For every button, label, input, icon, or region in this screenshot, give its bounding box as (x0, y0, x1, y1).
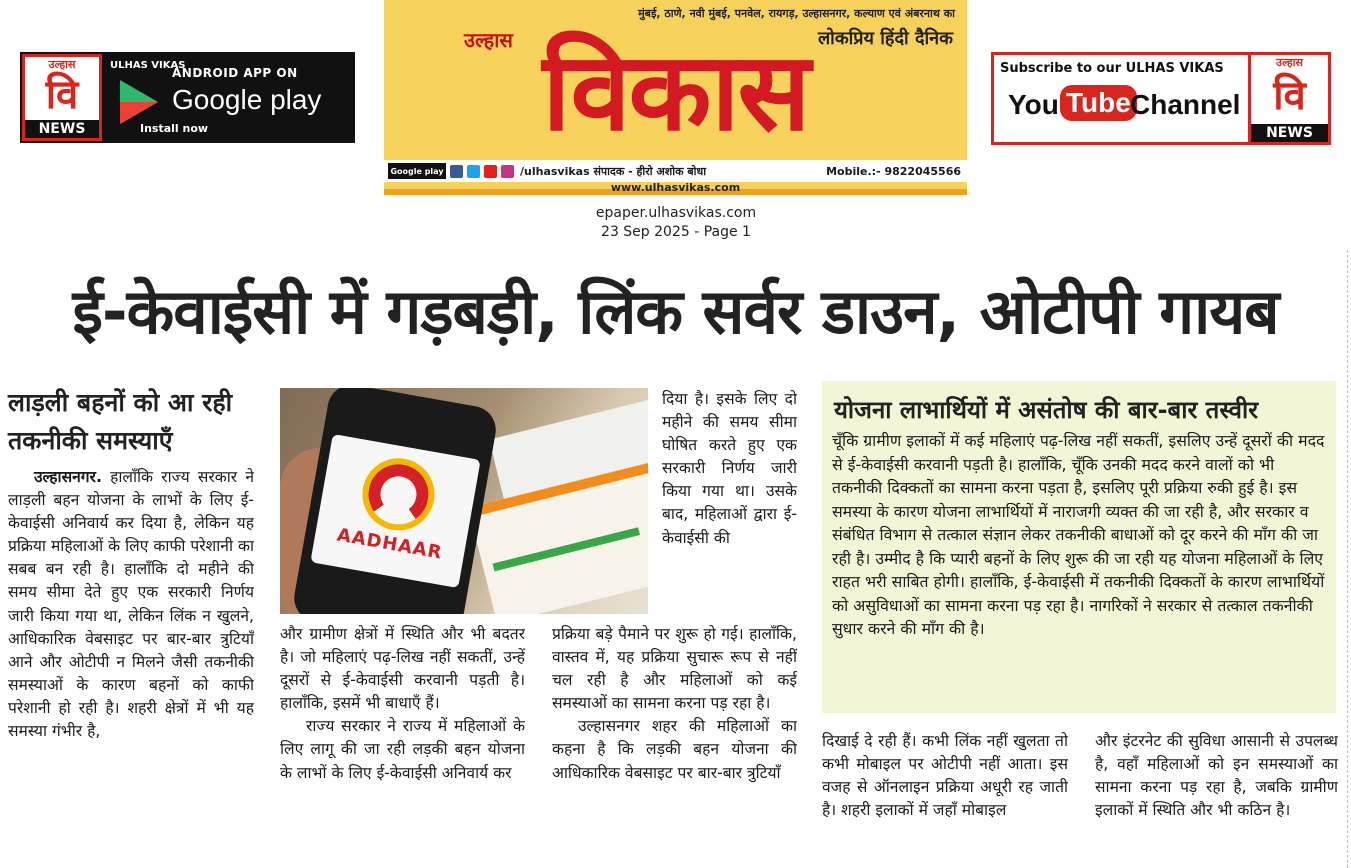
epaper-site[interactable]: epaper.ulhasvikas.com (595, 205, 757, 221)
article-column-3-bottom (552, 623, 797, 868)
masthead-cities: मुंबई, ठाणे, नवी मुंबई, पनवेल, रायगड़, उल्हासनगर, कल्याण एवं अंबरनाथ का (638, 7, 955, 20)
logo-glyph: वि (45, 72, 79, 118)
photo-phone-screen (310, 434, 480, 588)
article-column-2 (280, 623, 525, 868)
social-handle-editor: /ulhasvikas संपादक - हीरो अशोक बोधा (520, 164, 707, 178)
instagram-icon[interactable] (501, 165, 514, 178)
ad-brand: ULHAS VIKAS (110, 60, 186, 71)
article-col5-text: दिखाई दे रही हैं। कभी लिंक नहीं खुलता तो कभी मोबाइल पर ओटीपी नहीं आता। इस वजह से ऑनलाइन प्रक्रिया अधूरी रह जाती है। शहरी इलाकों में जहाँ मोबाइल (822, 732, 1068, 820)
logo-news: NEWS (1251, 124, 1328, 142)
subscribe-label: Subscribe to our ULHAS VIKAS (1000, 61, 1224, 76)
masthead (384, 0, 967, 195)
youtube-tube: Tube (1060, 85, 1137, 121)
article-column-5 (822, 730, 1068, 868)
logo-glyph: वि (1273, 73, 1306, 119)
highlight-box-body: चूँकि ग्रामीण इलाकों में कई महिलाएं पढ़-लिख नहीं सकतीं, इसलिए उन्हें दूसरों की मदद से ई-केवाईसी करवानी पड़ती है। हालाँकि, चूँकि उनकी मदद करने वालों को भी तकनीकी दिक्कतों का सामना करना पड़ता है, इसलिए पूरी प्रक्रिया रुकी हुई है। इस समस्या के कारण योजना लाभार्थियों में नाराजगी व्यक्त की जा रही है, और सरकार व संबंधित विभाग से तत्काल संज्ञान लेकर तकनीकी बाधाओं को दूर करने की माँग की जा रही है। उम्मीद है कि प्यारी बहनों के लिए शुरू की जा रही यह योजना महिलाओं के लिए राहत भरी साबित होगी। हालाँकि, ई-केवाईसी में तकनीकी दिक्कतों के कारण लाभार्थियों को असुविधाओं का सामना करना पड़ रहा है। नागरिकों ने सरकार से तत्काल तकनीकी सुधार करने की माँग की है। (832, 431, 1325, 638)
highlight-box-title: योजना लाभार्थियों में असंतोष की बार-बार तस्वीर (834, 396, 1259, 424)
install-now-label: Install now (140, 122, 209, 135)
youtube-channel: Channel (1130, 89, 1241, 120)
aadhaar-label: AADHAAR (335, 524, 445, 564)
logo-brand-small: उल्हास (1276, 56, 1303, 69)
google-play-ad[interactable] (20, 52, 355, 143)
article-col1-text: हालाँकि राज्य सरकार ने लाड़ली बहन योजना के लाभों के लिए ई-केवाईसी अनिवार्य कर दिया है, लेकिन यह प्रक्रिया महिलाओं के लिए काफी परेशानी का सबब बन रही है। हालाँकि दो महीने की समय सीमा देते हुए एक सरकारी निर्णय जारी किया गया था, लेकिन लिंक न खुलने, आधिकारिक वेबसाइट पर बार-बार त्रुटियाँ आने और ओटीपी न मिलने जैसी तकनीकी समस्याओं के कारण बहनों को काफी परेशानी हो रही है। शहरी क्षेत्रों में भी यह समस्या गंभीर है, (8, 468, 254, 741)
article-col2-para-1: और ग्रामीण क्षेत्रों में स्थिति और भी बदतर है। जो महिलाएं पढ़-लिख नहीं सकतीं, उन्हें दूसरों से ई-केवाईसी करवानी पड़ती है। हालाँकि, इसमें भी बाधाएँ हैं। (280, 625, 525, 713)
google-play-mini-badge[interactable]: Google play (388, 163, 446, 179)
photo-phone (290, 388, 499, 614)
google-play-badge[interactable] (102, 54, 353, 141)
photo-card-front (468, 462, 648, 614)
masthead-title: विकास (542, 30, 809, 155)
article-column-6 (1095, 730, 1338, 868)
article-col3a-text: दिया है। इसके लिए दो महीने की समय सीमा घोषित करते हुए एक सरकारी निर्णय जारी किया गया था। उसके बाद, महिलाओं द्वारा ई-केवाईसी की (662, 390, 797, 547)
edition-date-page: 23 Sep 2025 - Page 1 (601, 224, 751, 240)
masthead-ulhas: उल्हास (464, 28, 513, 52)
column-divider (1347, 250, 1348, 868)
masthead-tagline: लोकप्रिय हिंदी दैनिक (817, 28, 953, 49)
article-column-1 (8, 466, 254, 868)
article-subhead: लाड़ली बहनों को आ रही तकनीकी समस्याएँ (8, 388, 233, 455)
article-col3b-para-1: प्रक्रिया बड़े पैमाने पर शुरू हो गई। हालाँकि, वास्तव में, यह प्रक्रिया सुचारू रूप से नहीं चल रही है और महिलाओं को कई समस्याओं का सामना करना पड़ रहा है। (552, 625, 797, 713)
article-col6-text: और इंटरनेट की सुविधा आसानी से उपलब्ध है, वहाँ महिलाओं को इन समस्याओं का सामना करना पड़ रहा है, जबकि ग्रामीण इलाकों में स्थिति और भी कठिन है। (1095, 732, 1338, 820)
page-headline: ई-केवाईसी में गड़बड़ी, लिंक सर्वर डाउन, ओटीपी गायब (72, 275, 1279, 348)
android-label: ANDROID APP ON (172, 66, 298, 80)
article-column-3-top (662, 388, 797, 622)
youtube-icon[interactable] (484, 165, 497, 178)
article-dateline: उल्हासनगर. (34, 468, 102, 486)
masthead-mobile: Mobile.:- 9822045566 (826, 164, 961, 178)
edition-info (476, 204, 876, 242)
facebook-icon[interactable] (450, 165, 463, 178)
logo-brand-small: उल्हास (48, 58, 76, 71)
article-col3b-para-2: उल्हासनगर शहर की महिलाओं का कहना है कि लड़की बहन योजना की आधिकारिक वेबसाइट पर बार-बार त्रुटियाँ (552, 717, 797, 782)
article-col2-para-2: राज्य सरकार ने राज्य में महिलाओं के लिए लागू की जा रही लड़की बहन योजना के लाभों के लिए ई-केवाईसी अनिवार्य कर (280, 717, 525, 782)
youtube-you: You (1008, 89, 1059, 120)
logo-news: NEWS (25, 120, 99, 138)
aadhaar-logo-icon (364, 460, 434, 530)
twitter-icon[interactable] (467, 165, 480, 178)
highlight-box (822, 381, 1336, 713)
ulhas-vikas-news-logo (22, 54, 102, 141)
masthead-info-strip (384, 160, 967, 182)
youtube-subscribe-banner[interactable] (994, 55, 1248, 142)
google-play-label: Google play (172, 84, 322, 115)
play-store-icon-lower (120, 102, 158, 124)
aadhaar-photo (280, 388, 648, 614)
youtube-channel-ad[interactable] (991, 52, 1331, 145)
masthead-website[interactable]: www.ulhasvikas.com (610, 181, 741, 194)
ulhas-vikas-news-logo-right (1248, 55, 1328, 142)
